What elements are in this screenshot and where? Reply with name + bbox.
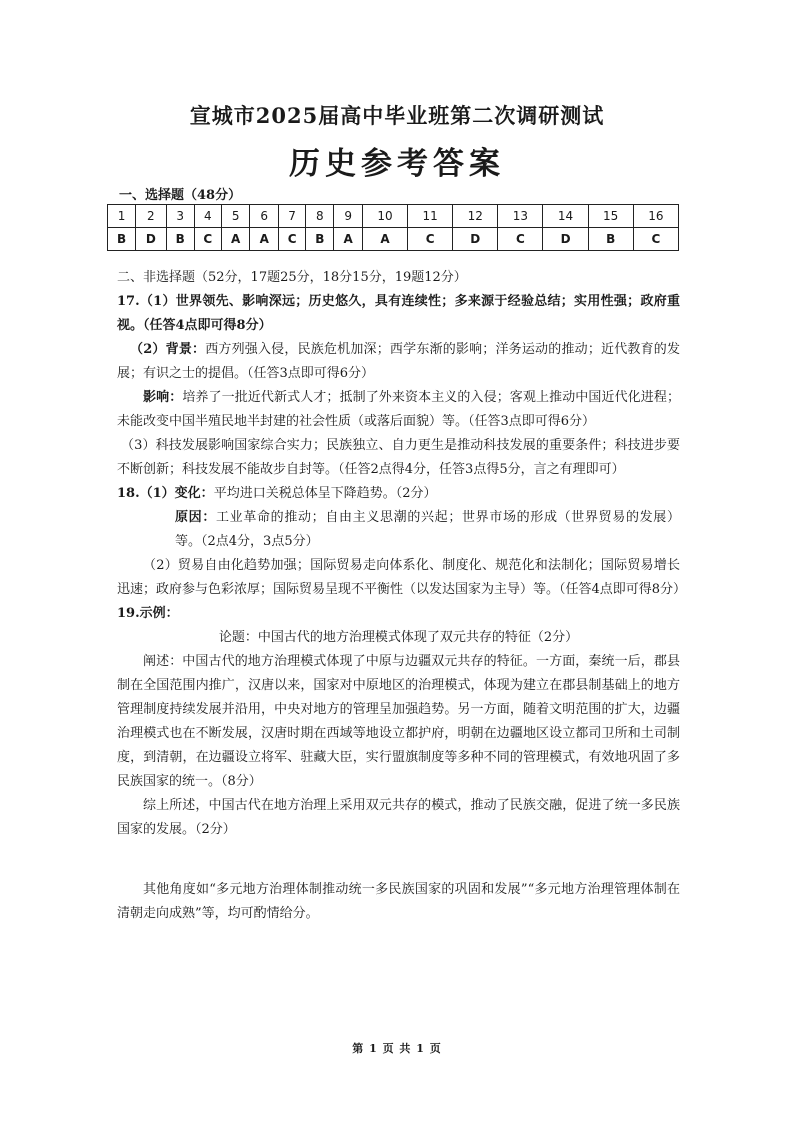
q17-part2 — [117, 338, 680, 386]
q17-part1: 17.（1）世界领先、影响深远；历史悠久，具有连续性；多来源于经验总结；实用性强；政府重视。（任答4点即可得8分） — [117, 294, 680, 333]
question-number-cell: 14 — [543, 205, 588, 228]
answer-cell: C — [408, 228, 453, 251]
answer-cell: B — [306, 228, 334, 251]
q17-impact-label: 影响： — [143, 390, 183, 405]
question-number-cell: 11 — [408, 205, 453, 228]
q17-background-label: （2）背景： — [130, 342, 206, 357]
q18-reason-label: 原因： — [175, 510, 216, 525]
question-number-cell: 8 — [306, 205, 334, 228]
section2-heading: 二、非选择题（52分，17题25分，18分15分，19题12分） — [117, 270, 467, 285]
answer-row — [108, 228, 679, 251]
q18-part1 — [117, 482, 680, 506]
question-number-cell: 5 — [221, 205, 250, 228]
section1-heading: 一、选择题（48分） — [119, 188, 242, 203]
question-number-cell: 13 — [498, 205, 543, 228]
answer-cell: C — [194, 228, 221, 251]
question-number-row — [108, 205, 679, 228]
answer-cell: C — [279, 228, 306, 251]
document-subtitle: 历史参考答案 — [289, 146, 505, 182]
answer-cell: D — [543, 228, 588, 251]
question-number-cell: 3 — [166, 205, 194, 228]
answer-cell: B — [108, 228, 136, 251]
q18-part2: （2）贸易自由化趋势加强；国际贸易走向体系化、制度化、规范化和法制化；国际贸易增长迅速；政府参与色彩浓厚；国际贸易呈现不平衡性（以发达国家为主导）等。（任答4点即可得8分） — [117, 558, 687, 597]
q19-argument: 阐述：中国古代的地方治理模式体现了中原与边疆双元共存的特征。一方面，秦统一后，郡县制在全国范围内推广，汉唐以来，国家对中原地区的治理模式，体现为建立在郡县制基础上的地方管理制度持续发展并沿用，中央对地方的管理呈加强趋势。另一方面，随着文明范围的扩大，边疆治理模式也在不断发展，汉唐时期在西域等地设立都护府，明朝在边疆地区设立都司卫所和土司制度，到清朝，在边疆设立将军、驻藏大臣，实行盟旗制度等多种不同的管理模式，有效地巩固了多民族国家的统一。（8分） — [117, 654, 680, 789]
answer-cell: B — [166, 228, 194, 251]
answer-cell: C — [498, 228, 543, 251]
exam-title: 宣城市2025届高中毕业班第二次调研测试 — [189, 103, 605, 128]
answer-cell: A — [362, 228, 407, 251]
q19-conclusion: 综上所述，中国古代在地方治理上采用双元共存的模式，推动了民族交融，促进了统一多民族国家的发展。（2分） — [117, 798, 680, 837]
q18-number: 18.（1） — [117, 486, 175, 501]
q18-reason-text: 工业革命的推动；自由主义思潮的兴起；世界市场的形成（世界贸易的发展）等。（2点4分，3点5分） — [175, 510, 680, 549]
section2-body — [117, 266, 687, 926]
q17-impact-text: 培养了一批近代新式人才；抵制了外来资本主义的入侵；客观上推动中国近代化进程；未能改变中国半殖民地半封建的社会性质（或落后面貌）等。（任答3点即可得6分） — [117, 390, 680, 429]
page-number: 第 1 页 共 1 页 — [352, 1042, 442, 1055]
question-number-cell: 9 — [334, 205, 363, 228]
q19-thesis: 论题：中国古代的地方治理模式体现了双元共存的特征（2分） — [218, 630, 579, 645]
question-number-cell: 12 — [453, 205, 498, 228]
q18-change-text: 平均进口关税总体呈下降趋势。（2分） — [213, 486, 437, 501]
answer-cell: D — [136, 228, 166, 251]
q18-reason — [117, 506, 680, 554]
question-number-cell: 4 — [194, 205, 221, 228]
question-number-cell: 10 — [362, 205, 407, 228]
answer-cell: B — [588, 228, 633, 251]
answer-table — [107, 204, 679, 251]
q19-other-angles: 其他角度如“多元地方治理体制推动统一多民族国家的巩固和发展”“多元地方治理管理体制在清朝走向成熟”等，均可酌情给分。 — [117, 882, 680, 921]
answer-cell: C — [633, 228, 678, 251]
answer-cell: A — [221, 228, 250, 251]
q17-part3: （3）科技发展影响国家综合实力；民族独立、自力更生是推动科技发展的重要条件；科技进步要不断创新；科技发展不能故步自封等。（任答2点得4分，任答3点得5分，言之有理即可） — [117, 438, 680, 477]
answer-cell: D — [453, 228, 498, 251]
spacer — [117, 842, 680, 878]
question-number-cell: 6 — [250, 205, 279, 228]
answer-cell: A — [250, 228, 279, 251]
answer-cell: A — [334, 228, 363, 251]
q19-label: 19.示例： — [117, 606, 179, 621]
q17-part2-impact — [117, 386, 680, 434]
question-number-cell: 15 — [588, 205, 633, 228]
q18-change-label: 变化： — [174, 486, 214, 501]
question-number-cell: 1 — [108, 205, 136, 228]
question-number-cell: 2 — [136, 205, 166, 228]
question-number-cell: 16 — [633, 205, 678, 228]
q17-background-text: 西方列强入侵，民族危机加深；西学东渐的影响；洋务运动的推动；近代教育的发展；有识之士的提倡。（任答3点即可得6分） — [117, 342, 680, 381]
question-number-cell: 7 — [279, 205, 306, 228]
